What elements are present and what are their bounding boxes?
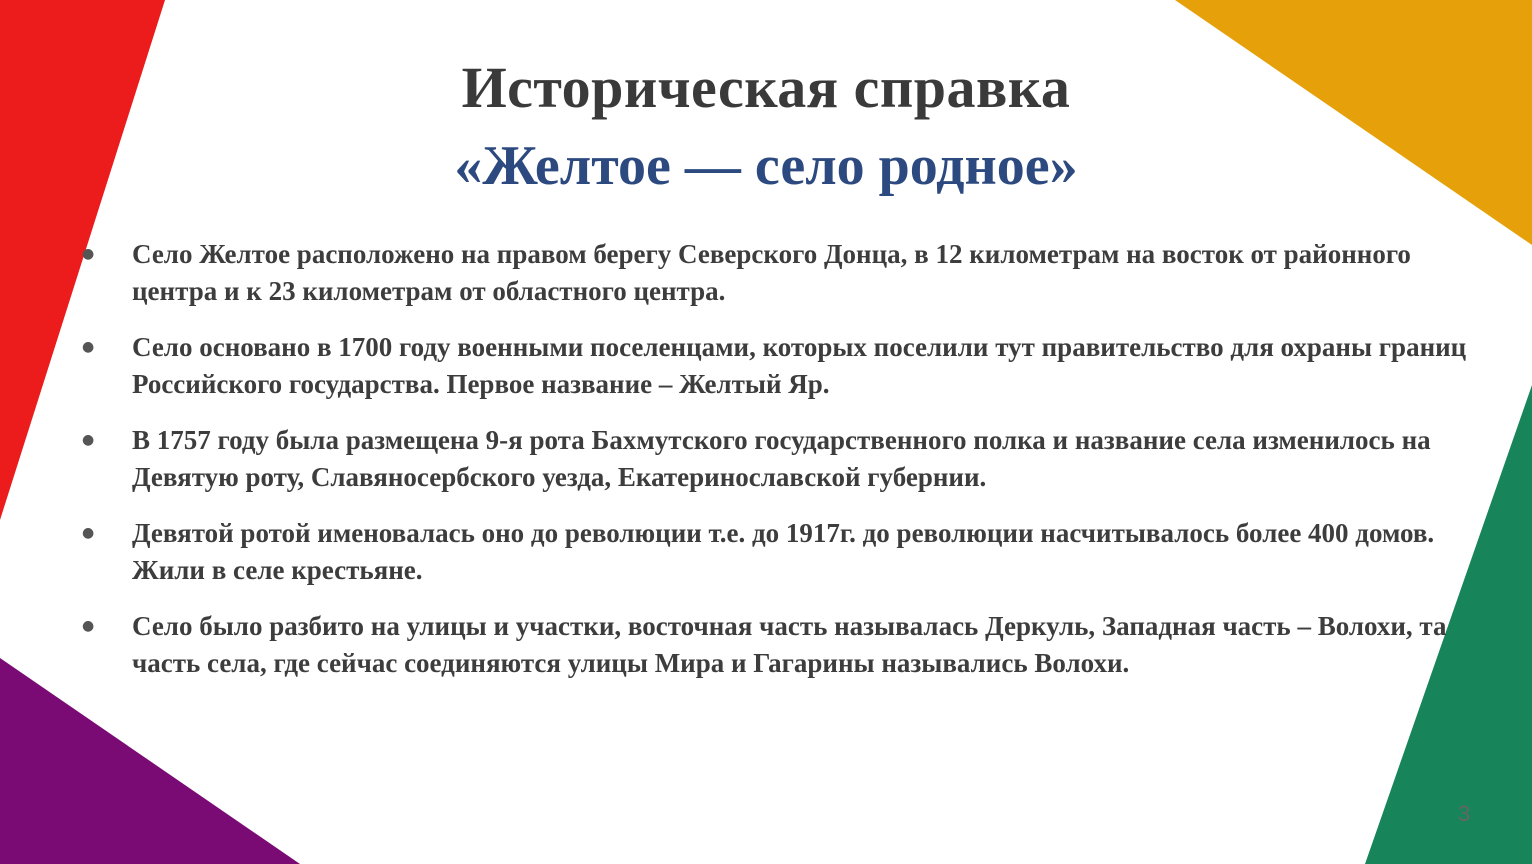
slide-title: Историческая справка xyxy=(461,55,1071,120)
page-number: 3 xyxy=(1458,801,1471,826)
bullet-text: Девятой ротой именовалась оно до революции т.е. до 1917г. до революции насчитывалось более 400 домов. Жили в селе крестьяне. xyxy=(132,518,1435,585)
slide-subtitle: «Желтое — село родное» xyxy=(454,135,1078,197)
bullet-item xyxy=(82,329,1482,403)
bullet-text: Село Желтое расположено на правом берегу Северского Донца, в 12 километрам на восток от районного центра и к 23 километрам от областного центра. xyxy=(132,239,1411,306)
bullet-text: В 1757 году была размещена 9-я рота Бахмутского государственного полка и название села изменилось на Девятую роту, Славяносербского уезда, Екатеринославской губернии. xyxy=(132,425,1431,492)
bullet-list xyxy=(82,236,1482,701)
bullet-dot-icon: ● xyxy=(82,339,95,355)
bullet-item xyxy=(82,515,1482,589)
orange-triangle xyxy=(1175,0,1532,245)
bullet-item xyxy=(82,608,1482,682)
bullet-item xyxy=(82,236,1482,310)
bullet-text: Село было разбито на улицы и участки, восточная часть называлась Деркуль, Западная часть – Волохи, та часть села, где сейчас соединяются улицы Мира и Гагарины назывались Волохи. xyxy=(132,611,1447,678)
bullet-dot-icon: ● xyxy=(82,432,95,448)
bullet-dot-icon: ● xyxy=(82,525,95,541)
bullet-dot-icon: ● xyxy=(82,618,95,634)
bullet-item xyxy=(82,422,1482,496)
bullet-dot-icon: ● xyxy=(82,246,95,262)
bullet-text: Село основано в 1700 году военными поселенцами, которых поселили тут правительство для охраны границ Российского государства. Первое название – Желтый Яр. xyxy=(132,332,1467,399)
